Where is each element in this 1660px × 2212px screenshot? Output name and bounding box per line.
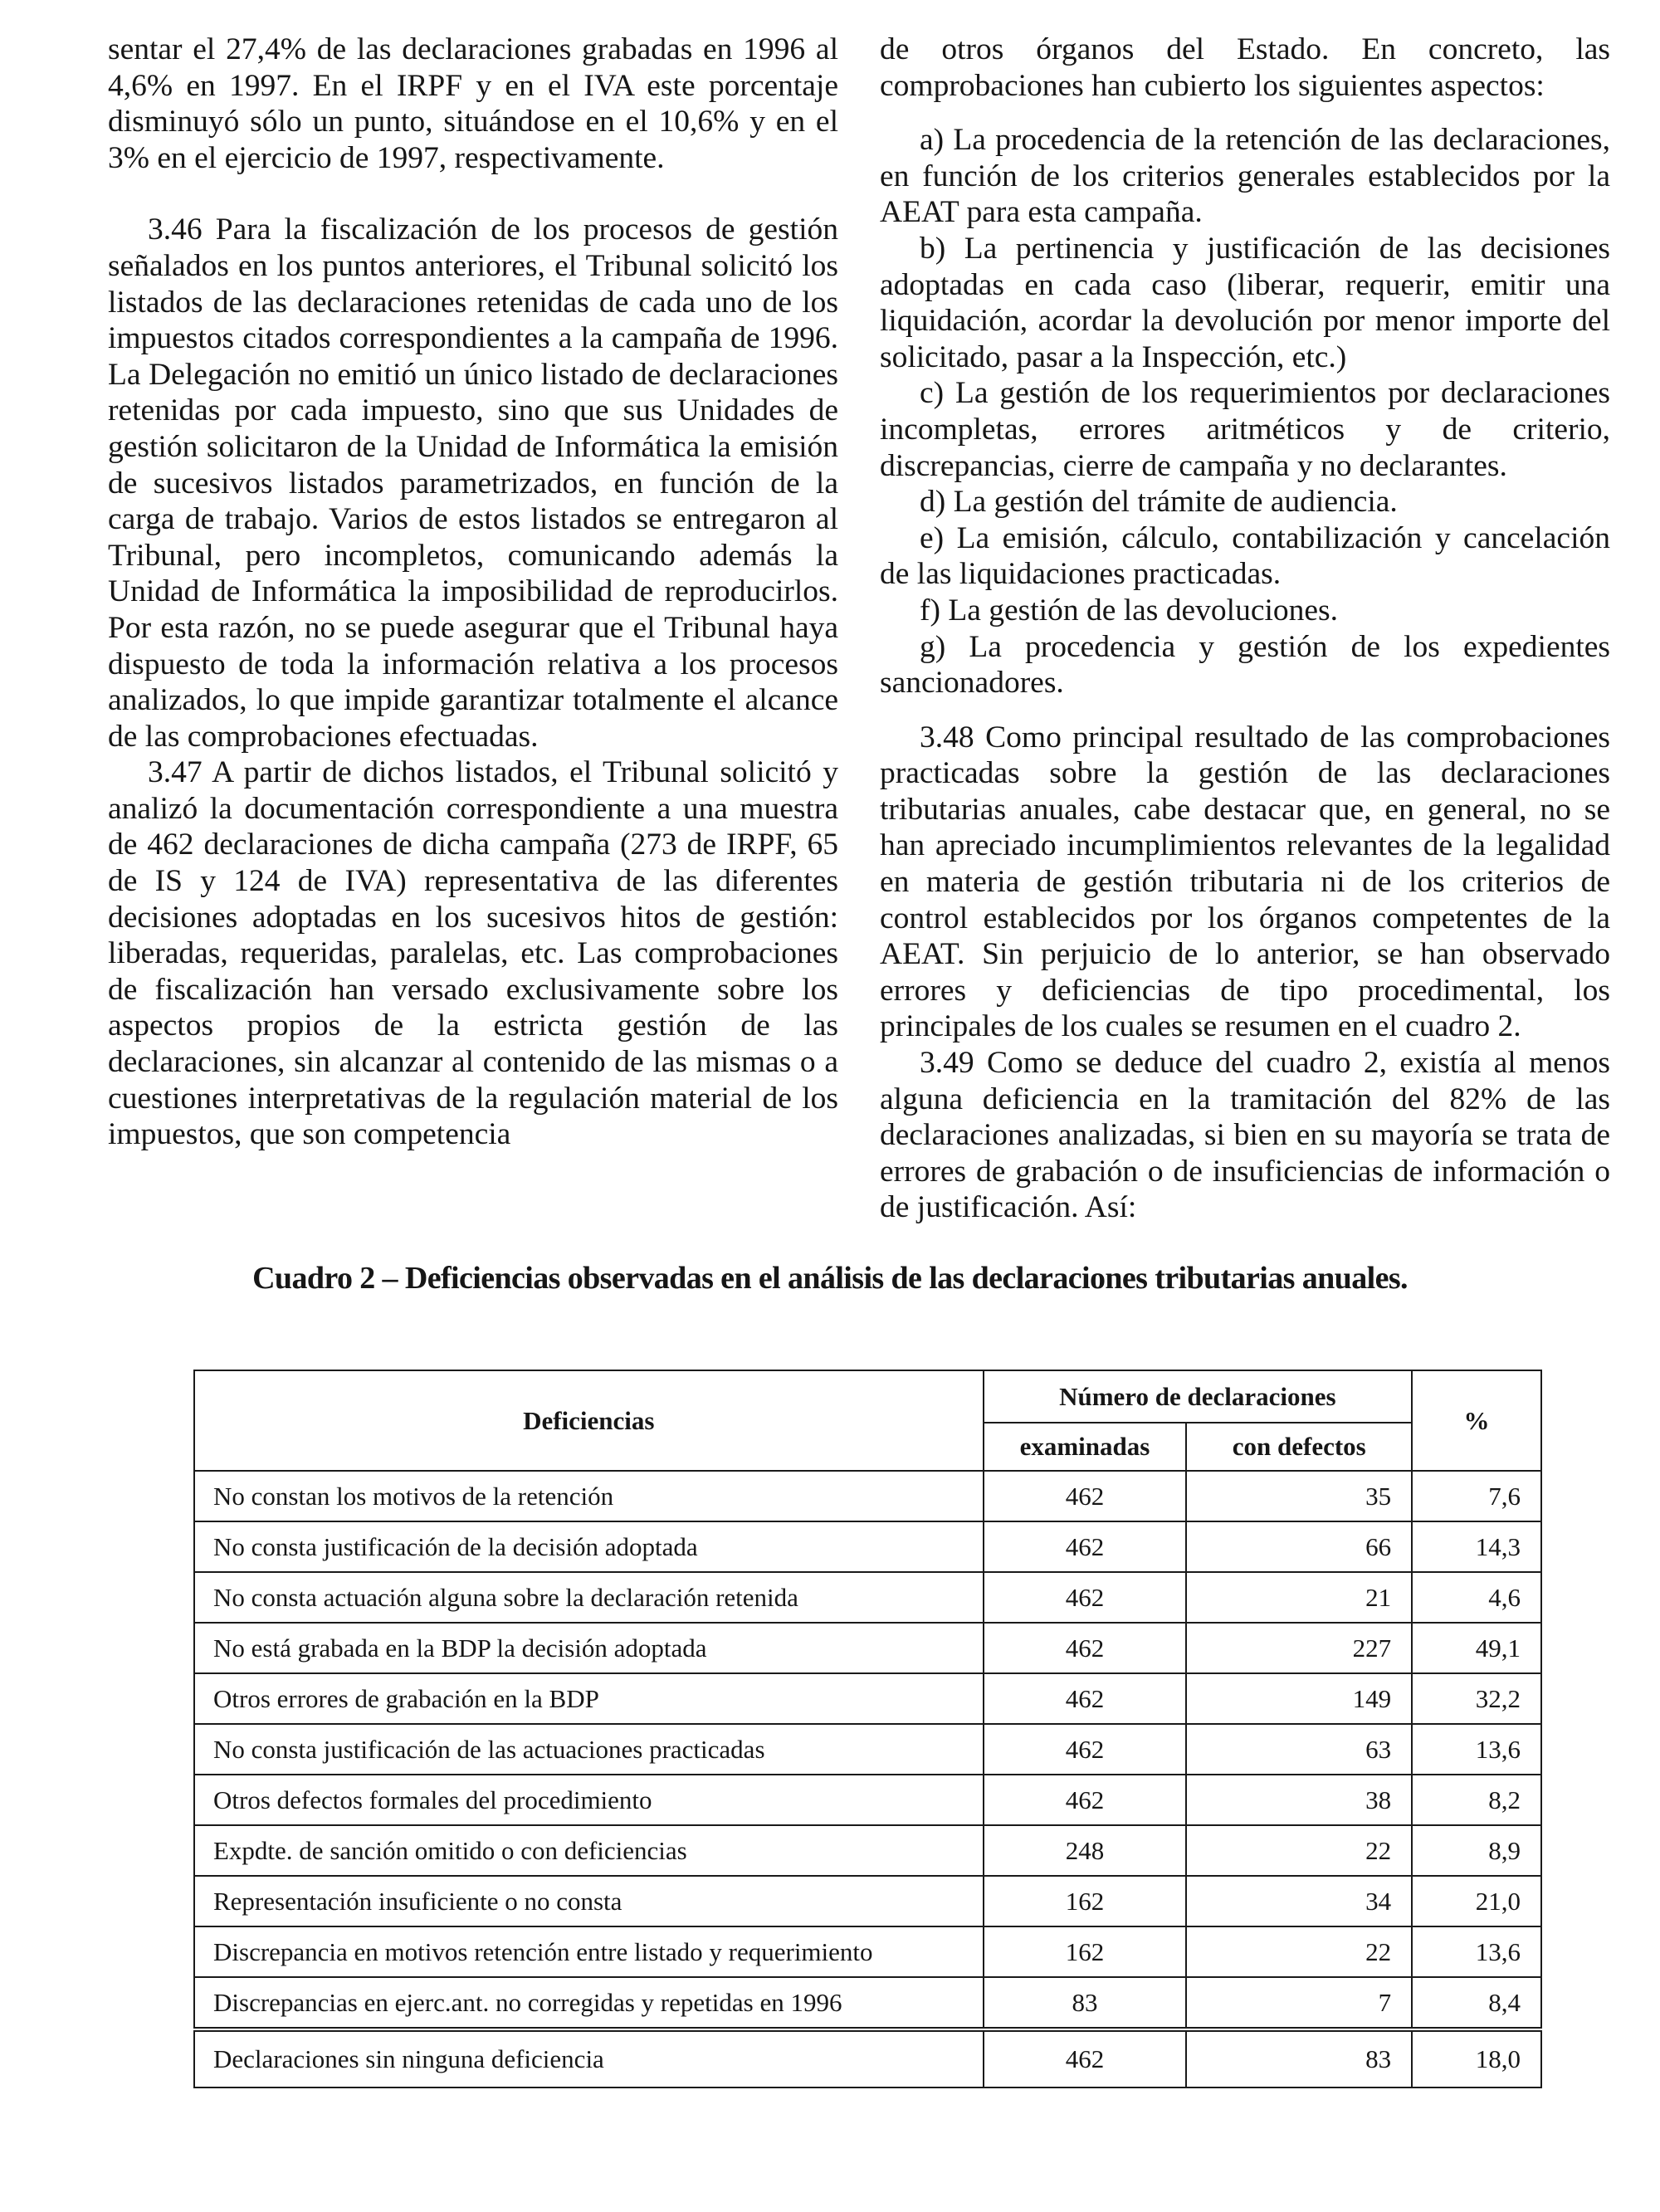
table-row (194, 1977, 1541, 2029)
paragraph-346: 3.46 Para la fiscalización de los procesos de gestión señalados en los puntos anteriores, el Tribunal solicitó los listados de las declaraciones retenidas de cada uno de los impuestos citados correspondientes a la campaña de 1996. La Delegación no emitió un único listado de declaraciones retenidas por cada impuesto, sino que sus Unidades de gestión solicitaron de la Unidad de Informática la emisión de sucesivos listados parametrizados, en función de la carga de trabajo. Varios de estos listados se entregaron al Tribunal, pero incompletos, comunicando además la Unidad de Informática la imposibilidad de reproducirlos. Por esta razón, no se puede asegurar que el Tribunal haya dispuesto de toda la información relativa a los procesos analizados, lo que impide garantizar totalmente el alcance de las comprobaciones efectuadas. (108, 212, 838, 754)
row-percent: 4,6 (1412, 1572, 1541, 1623)
row-con-defectos: 22 (1186, 1825, 1412, 1876)
row-con-defectos: 63 (1186, 1724, 1412, 1775)
table-row (194, 1623, 1541, 1673)
total-con-defectos: 83 (1186, 2029, 1412, 2087)
row-con-defectos: 35 (1186, 1471, 1412, 1521)
list-item-c: c) La gestión de los requerimientos por declaraciones incompletas, errores aritméticos y de criterio, discrepancias, cierre de campaña y no declarantes. (880, 376, 1610, 483)
paragraph-347: 3.47 A partir de dichos listados, el Tribunal solicitó y analizó la documentación correspondiente a una muestra de 462 declaraciones de dicha campaña (273 de IRPF, 65 de IS y 124 de IVA) representativa de las diferentes decisiones adoptadas en los sucesivos hitos de gestión: liberadas, requeridas, paralelas, etc. Las comprobaciones de fiscalización han versado exclusivamente sobre los aspectos propios de la estricta gestión de las declaraciones, sin alcanzar al contenido de las mismas o a cuestiones interpretativas de la regulación material de los impuestos, que son competencia (108, 755, 838, 1152)
row-percent: 8,9 (1412, 1825, 1541, 1876)
row-percent: 49,1 (1412, 1623, 1541, 1673)
row-percent: 21,0 (1412, 1876, 1541, 1926)
list-item-f: f) La gestión de las devoluciones. (920, 593, 1339, 627)
paragraph-347-continuation: de otros órganos del Estado. En concreto, las comprobaciones han cubierto los siguientes aspectos: (880, 32, 1610, 103)
row-con-defectos: 149 (1186, 1673, 1412, 1724)
row-label: Otros errores de grabación en la BDP (194, 1673, 984, 1724)
row-con-defectos: 34 (1186, 1876, 1412, 1926)
table-caption: Cuadro 2 – Deficiencias observadas en el análisis de las declaraciones tributarias anuales. (252, 1261, 1408, 1296)
table-row (194, 1572, 1541, 1623)
row-con-defectos: 21 (1186, 1572, 1412, 1623)
table-row (194, 1471, 1541, 1521)
header-con-defectos: con defectos (1186, 1423, 1412, 1471)
row-label: No consta justificación de las actuaciones practicadas (194, 1724, 984, 1775)
row-percent: 32,2 (1412, 1673, 1541, 1724)
row-label: No constan los motivos de la retención (194, 1471, 984, 1521)
table-row (194, 1825, 1541, 1876)
right-column (880, 32, 1610, 1226)
row-percent: 13,6 (1412, 1926, 1541, 1977)
row-percent: 8,4 (1412, 1977, 1541, 2029)
row-examinadas: 462 (984, 1521, 1187, 1572)
table-row (194, 1673, 1541, 1724)
table-row (194, 1724, 1541, 1775)
row-examinadas: 462 (984, 1724, 1187, 1775)
row-examinadas: 462 (984, 1775, 1187, 1825)
list-item-g: g) La procedencia y gestión de los expedientes sancionadores. (880, 629, 1610, 701)
row-label: Representación insuficiente o no consta (194, 1876, 984, 1926)
header-examinadas: examinadas (984, 1423, 1187, 1471)
paragraph-348: 3.48 Como principal resultado de las comprobaciones practicadas sobre la gestión de las declaraciones tributarias anuales, cabe destacar que, en general, no se han apreciado incumplimientos relevantes de la legalidad en materia de gestión tributaria ni de los criterios de control establecidos por los órganos competentes de la AEAT. Sin perjuicio de lo anterior, se han observado errores y deficiencias de tipo procedimental, los principales de los cuales se resumen en el cuadro 2. (880, 720, 1610, 1044)
table-row (194, 1521, 1541, 1572)
row-label: Otros defectos formales del procedimiento (194, 1775, 984, 1825)
total-examinadas: 462 (984, 2029, 1187, 2087)
row-con-defectos: 66 (1186, 1521, 1412, 1572)
list-item-d: d) La gestión del trámite de audiencia. (920, 485, 1398, 520)
row-examinadas: 83 (984, 1977, 1187, 2029)
total-percent: 18,0 (1412, 2029, 1541, 2087)
row-label: No consta actuación alguna sobre la declaración retenida (194, 1572, 984, 1623)
row-percent: 8,2 (1412, 1775, 1541, 1825)
row-label: No consta justificación de la decisión adoptada (194, 1521, 984, 1572)
header-deficiencias: Deficiencias (194, 1370, 984, 1471)
row-examinadas: 462 (984, 1572, 1187, 1623)
list-item-a: a) La procedencia de la retención de las declaraciones, en función de los criterios generales establecidos por la AEAT para esta campaña. (880, 123, 1610, 230)
row-label: No está grabada en la BDP la decisión adoptada (194, 1623, 984, 1673)
row-examinadas: 162 (984, 1876, 1187, 1926)
table-row (194, 1926, 1541, 1977)
row-examinadas: 162 (984, 1926, 1187, 1977)
row-percent: 7,6 (1412, 1471, 1541, 1521)
deficiencies-table (193, 1370, 1542, 2088)
row-label: Discrepancia en motivos retención entre listado y requerimiento (194, 1926, 984, 1977)
paragraph-345-continuation: sentar el 27,4% de las declaraciones grabadas en 1996 al 4,6% en 1997. En el IRPF y en el IVA este porcentaje disminuyó sólo un punto, situándose en el 10,6% y en el 3% en el ejercicio de 1997, respectivamente. (108, 32, 838, 175)
row-examinadas: 462 (984, 1623, 1187, 1673)
row-examinadas: 462 (984, 1673, 1187, 1724)
list-item-b: b) La pertinencia y justificación de las decisiones adoptadas en cada caso (liberar, requerir, emitir una liquidación, acordar la devolución por menor importe del solicitado, pasar a la Inspección, etc.) (880, 231, 1610, 374)
row-label: Discrepancias en ejerc.ant. no corregidas y repetidas en 1996 (194, 1977, 984, 2029)
table-row (194, 1876, 1541, 1926)
list-item-e: e) La emisión, cálculo, contabilización y cancelación de las liquidaciones practicadas. (880, 520, 1610, 592)
row-examinadas: 248 (984, 1825, 1187, 1876)
row-percent: 13,6 (1412, 1724, 1541, 1775)
row-percent: 14,3 (1412, 1521, 1541, 1572)
paragraph-349: 3.49 Como se deduce del cuadro 2, existía al menos alguna deficiencia en la tramitación del 82% de las declaraciones analizadas, si bien en su mayoría se trata de errores de grabación o de insuficiencias de información o de justificación. Así: (880, 1046, 1610, 1225)
row-examinadas: 462 (984, 1471, 1187, 1521)
table-row (194, 1775, 1541, 1825)
row-con-defectos: 227 (1186, 1623, 1412, 1673)
row-con-defectos: 7 (1186, 1977, 1412, 2029)
row-con-defectos: 22 (1186, 1926, 1412, 1977)
row-label: Expdte. de sanción omitido o con deficiencias (194, 1825, 984, 1876)
left-column (108, 32, 838, 1153)
table-total-row (194, 2029, 1541, 2087)
total-label: Declaraciones sin ninguna deficiencia (194, 2029, 984, 2087)
header-percent: % (1412, 1370, 1541, 1471)
row-con-defectos: 38 (1186, 1775, 1412, 1825)
header-numero-declaraciones: Número de declaraciones (984, 1370, 1413, 1423)
